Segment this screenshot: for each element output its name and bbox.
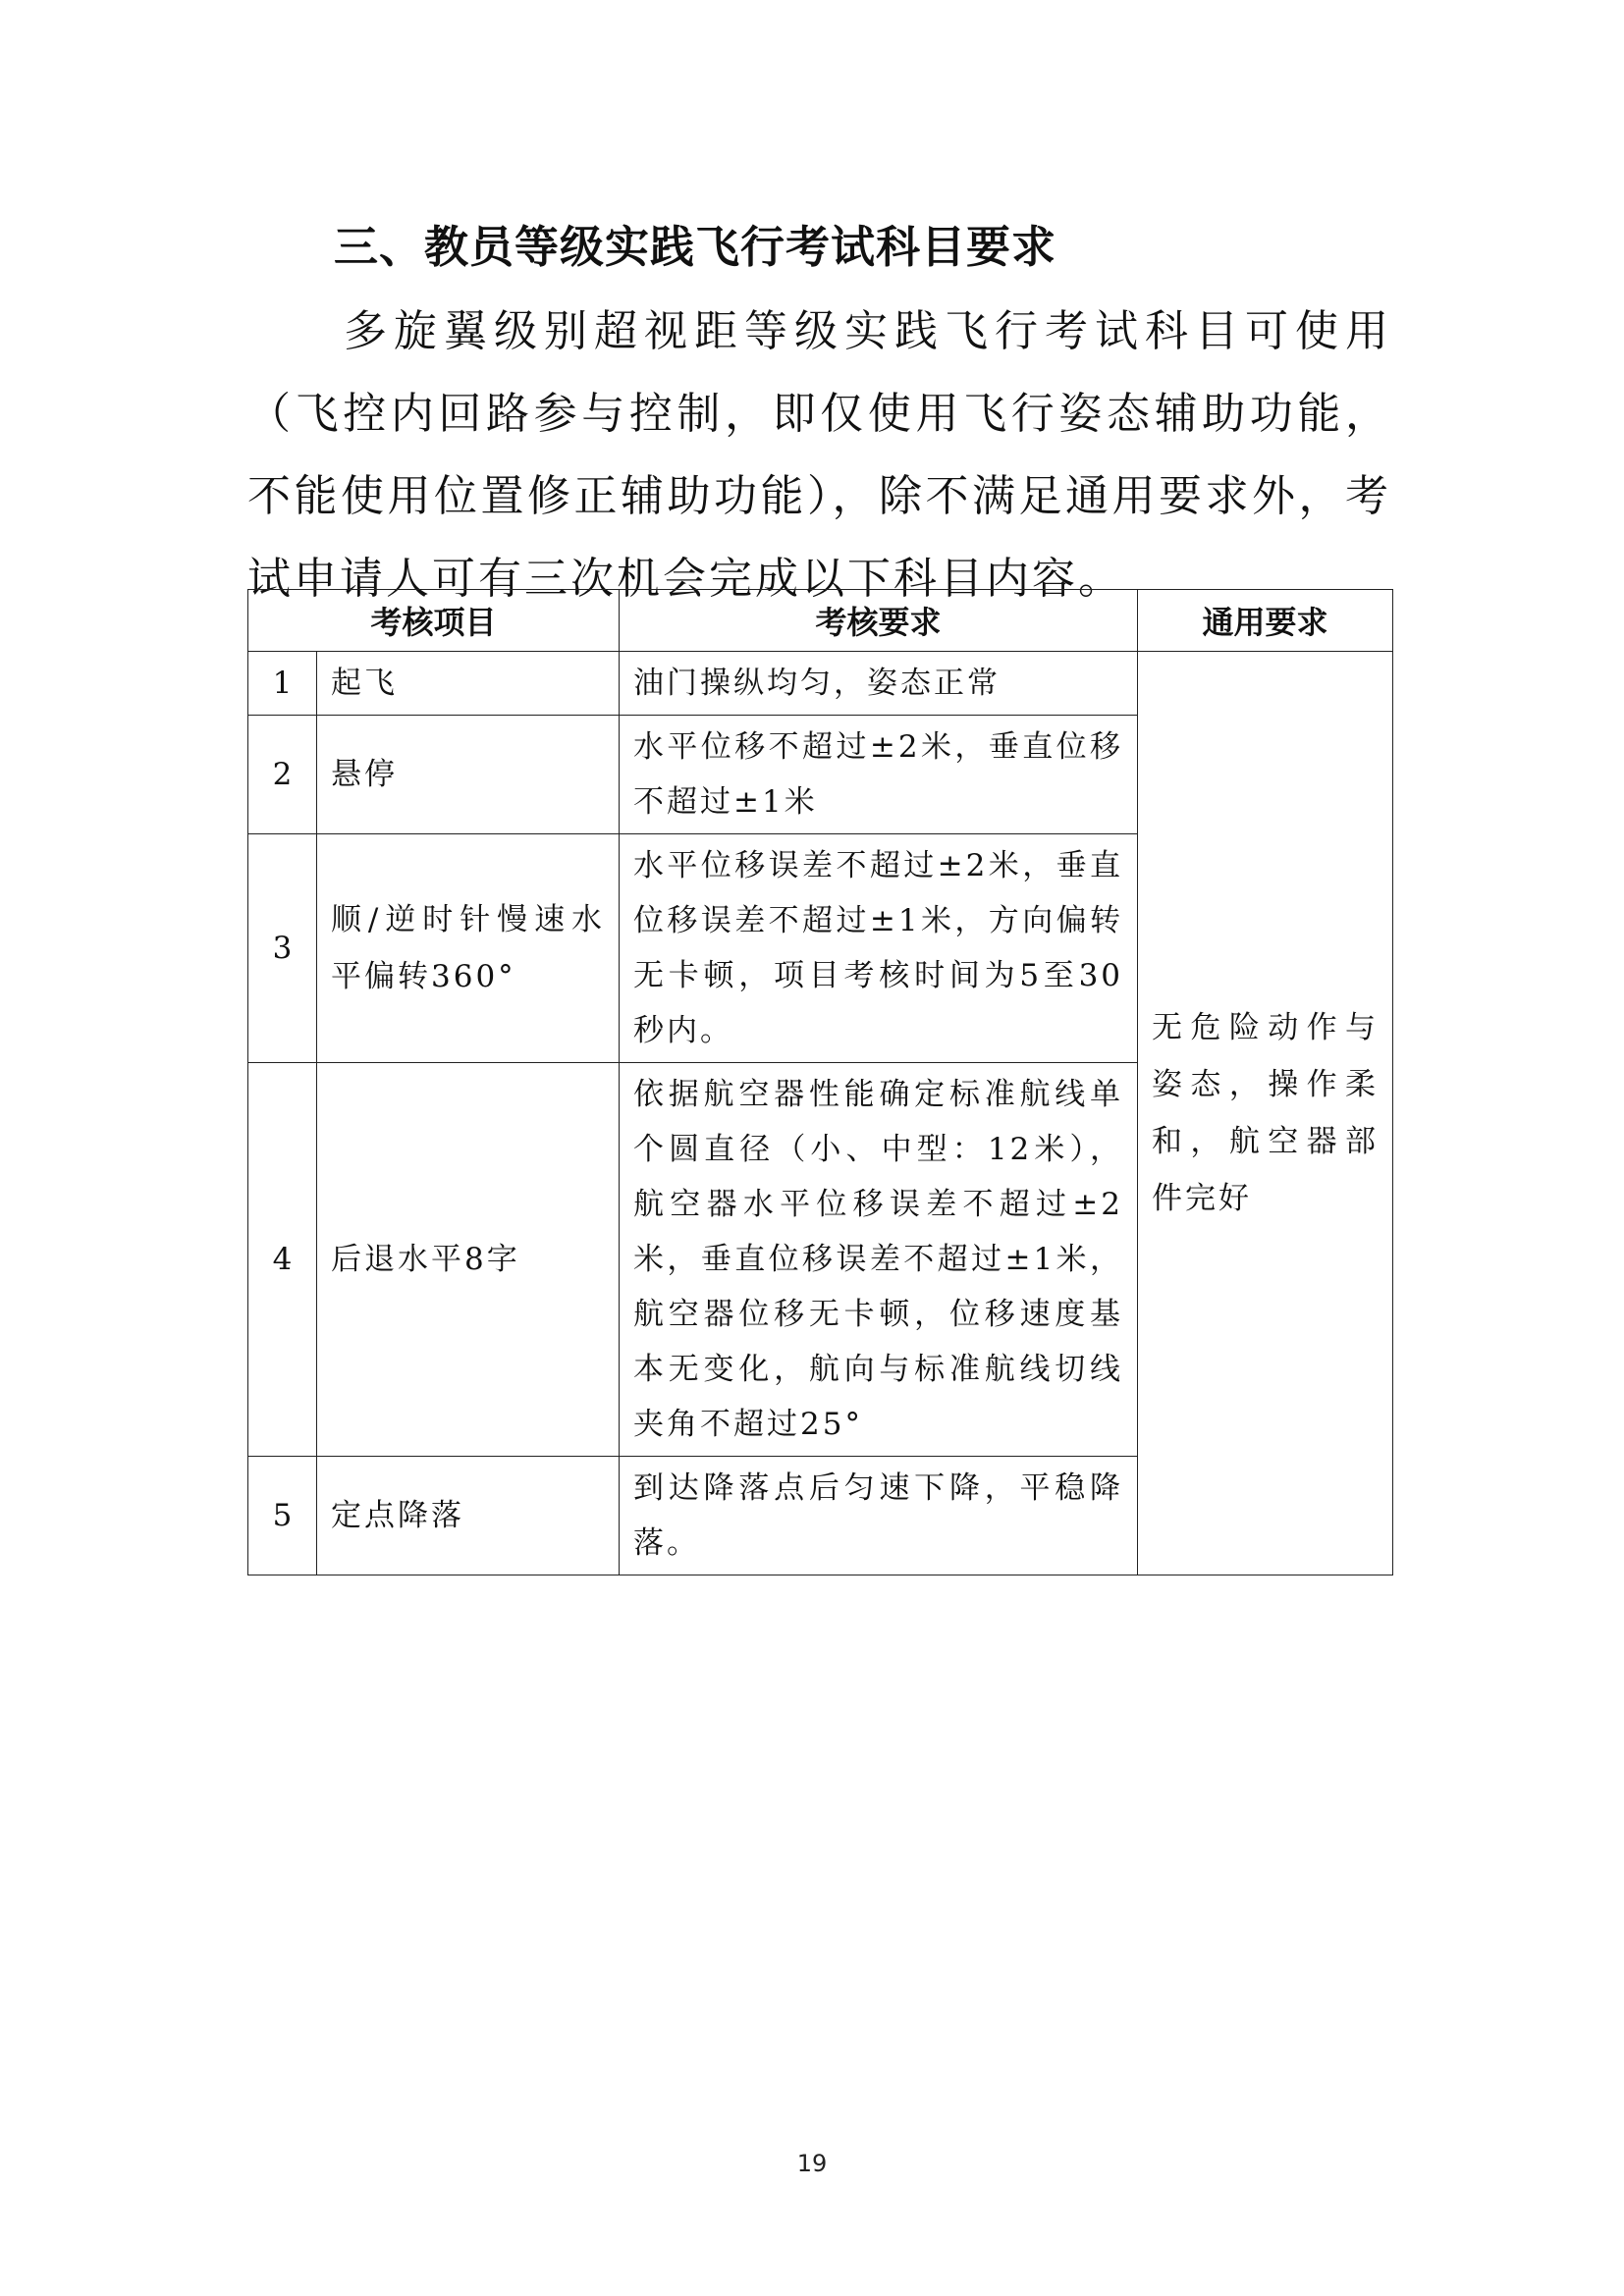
row-requirement: 水平位移不超过±2米，垂直位移不超过±1米 bbox=[620, 716, 1138, 834]
common-requirement: 无危险动作与姿态，操作柔和，航空器部件完好 bbox=[1138, 652, 1393, 1575]
header-item: 考核项目 bbox=[248, 590, 620, 652]
intro-paragraph-text: 多旋翼级别超视距等级实践飞行考试科目可使用（飞控内回路参与控制，即仅使用飞行姿态辅助功能，不能使用位置修正辅助功能），除不满足通用要求外，考试申请人可有三次机会完成以下科目内容。 bbox=[247, 306, 1391, 604]
row-number: 5 bbox=[248, 1457, 317, 1575]
row-number: 3 bbox=[248, 834, 317, 1063]
row-requirement: 到达降落点后匀速下降，平稳降落。 bbox=[620, 1457, 1138, 1575]
row-item: 定点降落 bbox=[317, 1457, 620, 1575]
row-item: 后退水平8字 bbox=[317, 1063, 620, 1457]
exam-subjects-table bbox=[247, 589, 1393, 1575]
row-item: 顺/逆时针慢速水平偏转360° bbox=[317, 834, 620, 1063]
intro-paragraph bbox=[247, 291, 1391, 620]
header-common: 通用要求 bbox=[1138, 590, 1393, 652]
row-requirement: 水平位移误差不超过±2米，垂直位移误差不超过±1米，方向偏转无卡顿，项目考核时间为5至30秒内。 bbox=[620, 834, 1138, 1063]
row-item: 悬停 bbox=[317, 716, 620, 834]
row-item: 起飞 bbox=[317, 652, 620, 716]
section-heading: 三、教员等级实践飞行考试科目要求 bbox=[334, 221, 1057, 273]
row-number: 1 bbox=[248, 652, 317, 716]
page-number: 19 bbox=[796, 2150, 828, 2177]
header-requirement: 考核要求 bbox=[620, 590, 1138, 652]
row-number: 2 bbox=[248, 716, 317, 834]
table-row bbox=[248, 652, 1393, 716]
row-requirement: 依据航空器性能确定标准航线单个圆直径（小、中型：12米），航空器水平位移误差不超过±2米，垂直位移误差不超过±1米，航空器位移无卡顿，位移速度基本无变化，航向与标准航线切线夹角不超过25° bbox=[620, 1063, 1138, 1457]
row-requirement: 油门操纵均匀，姿态正常 bbox=[620, 652, 1138, 716]
row-number: 4 bbox=[248, 1063, 317, 1457]
table-header-row bbox=[248, 590, 1393, 652]
